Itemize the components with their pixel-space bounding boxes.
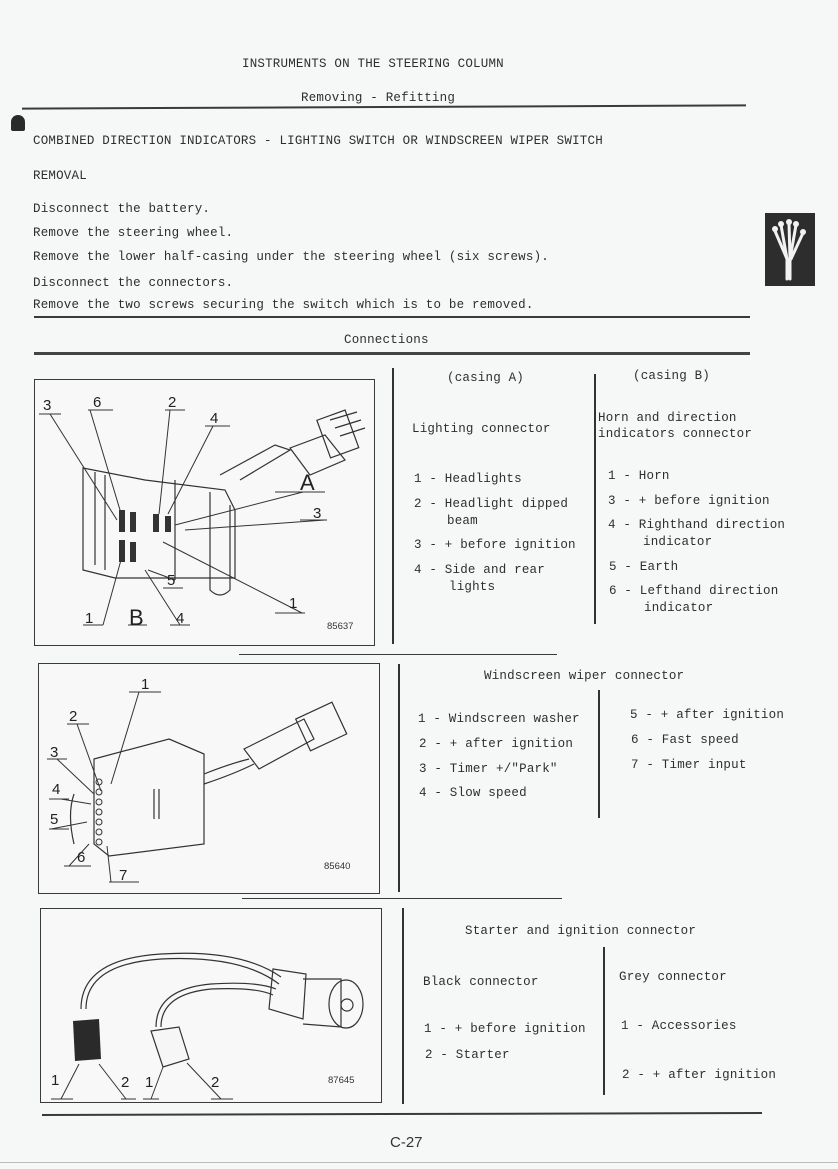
pin-item-cont: beam xyxy=(447,514,478,528)
figure-label: 3 xyxy=(50,744,59,761)
pin-item: 3 - Timer +/"Park" xyxy=(419,762,558,776)
casing-b-label: (casing B) xyxy=(633,369,711,383)
footer-divider xyxy=(42,1112,762,1116)
black-connector-body xyxy=(73,1019,101,1061)
pin-item: 6 - Lefthand direction xyxy=(609,584,779,598)
figure-lighting-switch xyxy=(34,379,375,646)
pin-item: 1 - Windscreen washer xyxy=(418,712,580,726)
column-divider xyxy=(594,374,596,624)
grey-connector-title: Grey connector xyxy=(619,970,727,984)
pin-item: 2 - + after ignition xyxy=(622,1068,777,1082)
figure-label: 6 xyxy=(93,394,102,411)
figure-code: 87645 xyxy=(328,1075,355,1086)
black-connector-title: Black connector xyxy=(423,975,539,989)
section-subtitle: Removing - Refitting xyxy=(301,91,456,105)
figure-label: 2 xyxy=(211,1074,220,1091)
page-edge xyxy=(0,1162,838,1163)
pin-item: 1 - Accessories xyxy=(621,1019,737,1033)
pin-item: 3 - + before ignition xyxy=(414,538,576,552)
column-divider xyxy=(603,947,605,1095)
ignition-connector-title: Starter and ignition connector xyxy=(465,924,697,938)
figure-label: 2 xyxy=(168,394,177,411)
pin-item: 2 - Headlight dipped xyxy=(414,497,569,511)
figure-label: 1 xyxy=(145,1074,154,1091)
figure-label: 6 xyxy=(77,849,86,866)
section-title: INSTRUMENTS ON THE STEERING COLUMN xyxy=(242,57,504,71)
figure-wiper-switch xyxy=(38,663,380,894)
pin-item-cont: indicator xyxy=(644,601,714,615)
figure-label: 1 xyxy=(141,676,150,693)
column-divider xyxy=(598,690,600,818)
pin-item: 1 - + before ignition xyxy=(424,1022,586,1036)
pin-item: 3 - + before ignition xyxy=(608,494,770,508)
column-divider xyxy=(392,368,394,644)
pin-item-cont: lights xyxy=(449,580,496,594)
pin-item: 1 - Headlights xyxy=(414,472,522,486)
pin-item: 7 - Timer input xyxy=(631,758,747,772)
wiper-switch-illustration xyxy=(39,664,379,893)
binder-hole-mark xyxy=(11,115,25,131)
section-divider xyxy=(239,654,557,655)
side-tab xyxy=(765,213,815,286)
connections-title: Connections xyxy=(344,333,429,347)
lighting-switch-illustration xyxy=(35,380,374,645)
horn-connector-title: indicators connector xyxy=(598,427,753,441)
figure-label: B xyxy=(129,605,144,630)
pin-item: 4 - Slow speed xyxy=(419,786,527,800)
connections-divider xyxy=(34,352,750,355)
figure-label: A xyxy=(300,470,315,495)
figure-label: 1 xyxy=(51,1072,60,1089)
casing-a-label: (casing A) xyxy=(447,371,525,385)
column-divider xyxy=(398,664,400,892)
header-divider xyxy=(22,104,746,109)
ignition-switch-illustration xyxy=(41,909,381,1102)
pin-item: 1 - Horn xyxy=(608,469,670,483)
pin-item: 6 - Fast speed xyxy=(631,733,739,747)
figure-label: 1 xyxy=(85,610,94,627)
removal-step: Remove the steering wheel. xyxy=(33,226,234,240)
section-divider xyxy=(242,898,562,899)
figure-code: 85640 xyxy=(324,861,351,872)
removal-step: Remove the lower half-casing under the steering wheel (six screws). xyxy=(33,250,549,264)
removal-step: Disconnect the connectors. xyxy=(33,276,234,290)
figure-label: 3 xyxy=(43,397,52,414)
figure-ignition-switch xyxy=(40,908,382,1103)
column-divider xyxy=(402,908,404,1104)
figure-code: 85637 xyxy=(327,621,354,632)
figure-label: 5 xyxy=(50,811,59,828)
pin-item-cont: indicator xyxy=(643,535,713,549)
horn-connector-title: Horn and direction xyxy=(598,411,737,425)
figure-label: 4 xyxy=(176,610,185,627)
wiring-harness-icon xyxy=(765,213,815,286)
main-heading: COMBINED DIRECTION INDICATORS - LIGHTING SWITCH OR WINDSCREEN WIPER SWITCH xyxy=(33,134,603,148)
pin-item: 2 - + after ignition xyxy=(419,737,574,751)
wiper-connector-title: Windscreen wiper connector xyxy=(484,669,685,683)
removal-step: Disconnect the battery. xyxy=(33,202,211,216)
figure-label: 7 xyxy=(119,867,128,884)
removal-label: REMOVAL xyxy=(33,169,87,183)
removal-step: Remove the two screws securing the switch which is to be removed. xyxy=(33,298,534,312)
pin-item: 4 - Side and rear xyxy=(414,563,545,577)
pin-item: 5 - Earth xyxy=(609,560,679,574)
lighting-connector-title: Lighting connector xyxy=(412,422,551,436)
figure-label: 3 xyxy=(313,505,322,522)
figure-label: 2 xyxy=(69,708,78,725)
pin-item: 4 - Righthand direction xyxy=(608,518,786,532)
page-number: C-27 xyxy=(390,1134,423,1151)
pin-item: 5 - + after ignition xyxy=(630,708,785,722)
grey-connector-body xyxy=(151,1027,189,1067)
figure-label: 2 xyxy=(121,1074,130,1091)
figure-label: 1 xyxy=(289,595,298,612)
figure-label: 4 xyxy=(210,410,219,427)
steps-divider xyxy=(34,316,750,318)
pin-item: 2 - Starter xyxy=(425,1048,510,1062)
figure-label: 4 xyxy=(52,781,61,798)
figure-label: 5 xyxy=(167,572,176,589)
